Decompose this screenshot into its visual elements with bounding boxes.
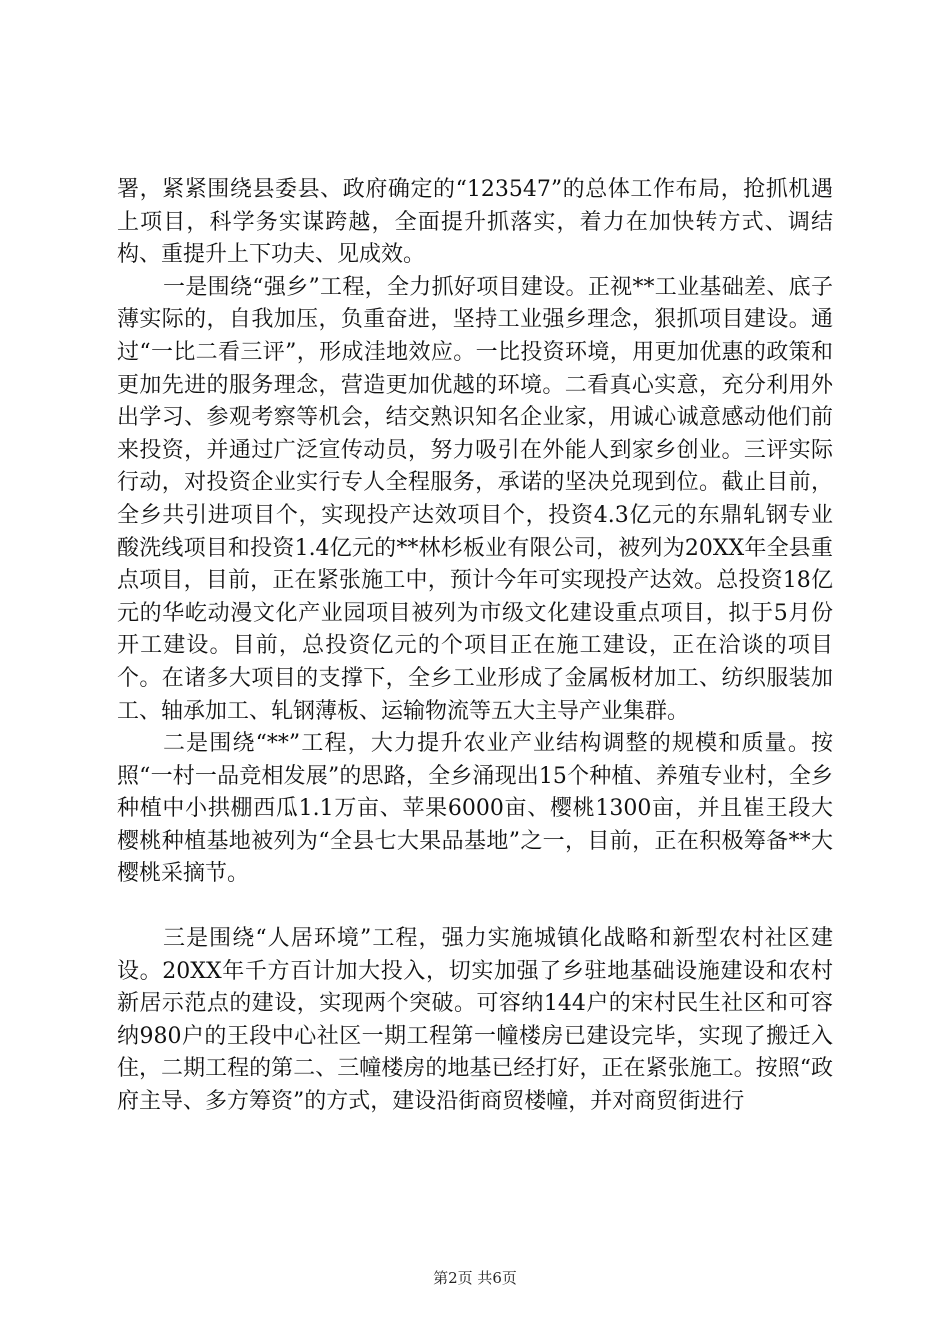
paragraph-continuation: 署，紧紧围绕县委县、政府确定的“123547”的总体工作布局，抢抓机遇上项目，科学务实谋跨越，全面提升抓落实，着力在加快转方式、调结构、重提升上下功夫、见成效。 bbox=[117, 177, 833, 268]
paragraph-project-construction: 一是围绕“强乡”工程，全力抓好项目建设。正视**工业基础差、底子薄实际的，自我加压，负重奋进，坚持工业强乡理念，狠抓项目建设。通过“一比二看三评”，形成洼地效应。一比投资环境，用更加优惠的政策和更加先进的服务理念，营造更加优越的环境。二看真心实意，充分利用外出学习、参观考察等机会，结交熟识知名企业家，用诚心诚意感动他们前来投资，并通过广泛宣传动员，努力吸引在外能人到家乡创业。三评实际行动，对投资企业实行专人全程服务，承诺的坚决兑现到位。截止目前，全乡共引进项目个，实现投产达效项目个，投资4.3亿元的东鼎轧钢专业酸洗线项目和投资1.4亿元的**林杉板业有限公司，被列为20XX年全县重点项目，目前，正在紧张施工中，预计今年可实现投产达效。总投资18亿元的华屹动漫文化产业园项目被列为市级文化建设重点项目，拟于5月份开工建设。目前，总投资亿元的个项目正在施工建设，正在洽谈的项目个。在诸多大项目的支撑下，全乡工业形成了金属板材加工、纺织服装加工、轴承加工、轧钢薄板、运输物流等五大主导产业集群。 bbox=[117, 274, 833, 724]
paragraph-living-environment: 三是围绕“人居环境”工程，强力实施城镇化战略和新型农村社区建设。20XX年千方百计加大投入，切实加强了乡驻地基础设施建设和农村新居示范点的建设，实现两个突破。可容纳144户的宋村民生社区和可容纳980户的王段中心社区一期工程第一幢楼房已建设完毕，实现了搬迁入住，二期工程的第二、三幢楼房的地基已经打好，正在紧张施工。按照“政府主导、多方筹资”的方式，建设沿街商贸楼幢，并对商贸街进行 bbox=[117, 926, 833, 1115]
paragraph-agriculture: 二是围绕“**”工程，大力提升农业产业结构调整的规模和质量。按照“一村一品竞相发展”的思路，全乡涌现出15个种植、养殖专业村，全乡种植中小拱棚西瓜1.1万亩、苹果6000亩、樱桃1300亩，并且崔王段大樱桃种植基地被列为“全县七大果品基地”之一，目前，正在积极筹备**大樱桃采摘节。 bbox=[117, 731, 833, 887]
page-number-footer: 第2页 共6页 bbox=[433, 1269, 517, 1287]
document-body bbox=[117, 174, 833, 1119]
